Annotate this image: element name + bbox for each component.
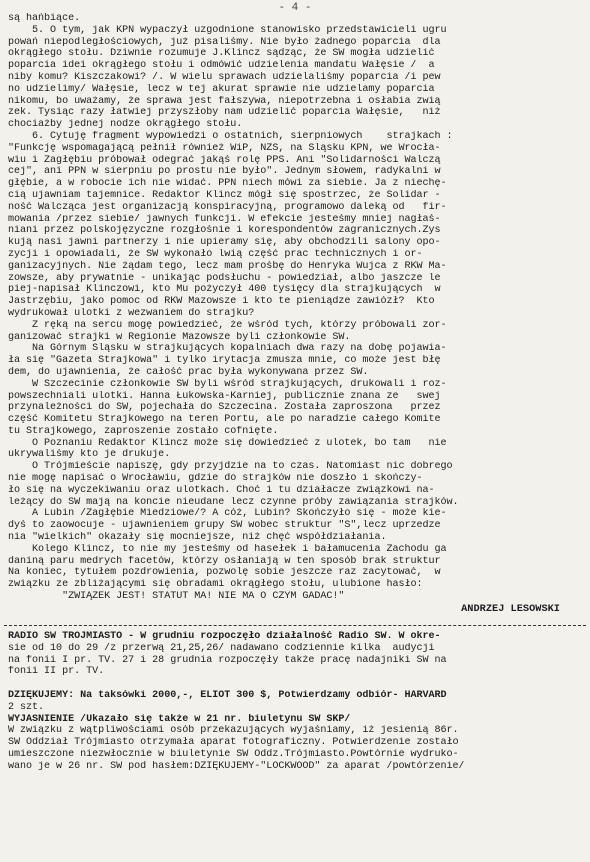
article-line: ganizować strajki w Regionie Mazowsze byli członkowie SW.: [8, 331, 351, 343]
article-line: zycji i opowiadali, że SW wykonało lwią część prac technicznych i or-: [8, 248, 423, 260]
article-line: ło się na wyczekiwaniu oraz ulotkach. Choć i tu działacze związkowi na-: [8, 484, 435, 496]
news-line: na fonii I pr. TV. 27 i 28 grudnia rozpoczęły także pracę nadajniki SW na: [8, 654, 447, 666]
article-line: głębie, a w robocie ich nie widać. PPN niech mówi za siebie. Ja z niechę-: [8, 178, 447, 190]
page-number: - 4 -: [278, 2, 312, 14]
article-line: niby komu? Kiszczakowi? /. W wielu sprawach udzielaliśmy poparcia /i pew: [8, 71, 441, 83]
article-line: piej-napisał Klinczowi, kto Mu pożyczył 400 tysięcy dla strajkujących w: [8, 284, 441, 296]
article-line: ność Walcząca jest organizacją konspiracyjną, programowo daleką od fir-: [8, 201, 447, 213]
article-line: ganizacyjnych. Nie żądam tego, lecz mam prośbę do Henryka Wujca z RKW Ma-: [8, 260, 447, 272]
article-body: [8, 13, 582, 603]
article-line: 6. Cytuję fragment wypowiedzi o ostatnich, sierpniowych strajkach :: [8, 130, 453, 142]
news-line: umieszczone niezwłocznie w biuletynie SW Oddz.Trójmiasto.Powtórnie wydruko-: [8, 748, 459, 760]
article-line: ukrywaliśmy kto je drukuje.: [8, 449, 171, 461]
article-line: 5. O tym, jak KPN wypaczył uzgodnione stanowisko przedstawicieli ugru: [8, 24, 447, 36]
article-line: zowsze, aby prywatnie - unikając podsłuchu - powiedział, albo jaszcze le: [8, 272, 441, 284]
article-line: powań niepodległościowych, już pisaliśmy. Nie było żadnego poparcia dla: [8, 36, 441, 48]
article-line: O Trójmieście napiszę, gdy przyjdzie na to czas. Natomiast nic dobrego: [8, 461, 453, 473]
article-line: związku ze zbliżającymi się obradami okrągłego stołu, ulubione hasło:: [8, 579, 423, 591]
article-line: są hańbiące.: [8, 13, 81, 24]
article-line: część Komitetu Strajkowego na teren Portu, ale po naradzie całego Komite: [8, 414, 441, 426]
article-line: wiu i Zagłębiu próbował odegrać jakąś rolę PPS. Ani "Solidarności Walczą: [8, 154, 441, 166]
section-divider: [4, 625, 586, 626]
article-line: Kolego Klincz, to nie my jesteśmy od hasełek i bałamucenia Zachodu ga: [8, 543, 447, 555]
article-line: no udzielimy/ Wałęsie, lecz w tej akurat sprawie nie udzielamy poparcia: [8, 83, 435, 95]
article-line: Na Górnym Śląsku w strajkujących kopalniach dwa razy na dobę pojawia-: [8, 343, 447, 355]
article-line: daniną paru medrych facetów, którzy osłaniają w ten sposób brak struktur: [8, 555, 441, 567]
news-line: 2 szt.: [8, 701, 45, 713]
news-line: RADIO SW TRÓJMIASTO - W grudniu rozpoczęło działalność Radio SW. W okre-: [8, 631, 441, 642]
article-line: niani przez polskojęzyczne rozgłośnie i korespondentów zagranicznych.Zys: [8, 225, 441, 237]
article-line: wydrukował ulotki z wezwaniem do strajku?: [8, 307, 255, 319]
article-line: W Szczecinie członkowie SW byli wśród strajkujących, drukowali i roz-: [8, 378, 447, 390]
article-line: nie mogę napisać o Wrocławiu, gdzie do strajków nie doszło i skończy-: [8, 473, 423, 485]
article-line: chociażby jednej nodze okrągłego stołu.: [8, 119, 243, 131]
article-line: "Funkcję wspomagającą pełnił również WiP, NZS, na Śląsku KPN, we Wrocła-: [8, 142, 441, 154]
article-line: Na koniec, tytułem pozdrowienia, pozwolę sobie jeszcze raz zacytować, w: [8, 567, 441, 579]
news-line: wano je w 26 nr. SW pod hasłem:DZIĘKUJEMY-"LOCKWOOD" za aparat /powtórzenie/: [8, 760, 465, 772]
article-line: nia "wielkich" okazały się mocniejsze, niż chęć współdziałania.: [8, 532, 387, 544]
article-line: ła się "Gazeta Strajkowa" i tylko irytacja zmusza mnie, co może jest błę: [8, 355, 441, 367]
article-line: O Poznaniu Redaktor Klincz może się dowiedzieć z ulotek, bo tam nie: [8, 437, 447, 449]
news-line: fonii II pr. TV.: [8, 666, 105, 678]
article-line: okrągłego stołu. Dziwnie rozumuje J.Klincz sądząc, że SW mogła udzielić: [8, 48, 435, 60]
article-line: mowania /przez siebie/ jawnych funkcji. W efekcie jesteśmy mniej nagłaś-: [8, 213, 441, 225]
article-line: "ZWIĄZEK JEST! STATUT MA! NIE MA O CZYM GADAĆ!": [8, 591, 345, 603]
article-line: cej", ani PPN w sierpniu po prostu nie było". Jednym słowem, radykalni w: [8, 166, 441, 178]
news-line: [8, 678, 582, 690]
article-line: dyś to zaowocuje - ujawnieniem grupy SW wobec struktur "S",lecz uprzedze: [8, 520, 441, 532]
article-line: Jastrzębiu, jako pomoc od RKW Mazowsze i kto te pieniądze zawiózł? Kto: [8, 296, 435, 308]
news-line: sie od 10 do 29 /z przerwą 21,25,26/ nadawano codziennie kilka audycji: [8, 642, 435, 654]
news-line: SW Oddział Trójmiasto otrzymała aparat fotograficzny. Potwierdzenie zostało: [8, 737, 459, 749]
news-line: DZIĘKUJEMY: Na taksówki 2000,-, ELIOT 300 $, Potwierdzamy odbiór- HARVARD: [8, 689, 447, 701]
article-line: kują nasi jawni partnerzy i nie upieramy się, aby obchodzili salony opo-: [8, 237, 441, 249]
news-section: [8, 631, 582, 773]
article-line: A Lubin /Zagłębie Miedziowe/? A cóż, Lubin? Skończyło się - może kie-: [8, 508, 447, 520]
news-line: WYJAŚNIENIE /Ukazało się także w 21 nr. biuletynu SW SKP/: [8, 713, 351, 725]
article-line: zek. Tysiąc razy łatwiej przyszłoby nam udzielić poparcia Wałęsie, niż: [8, 107, 441, 119]
article-line: dem, do ujawnienia, że całość prac była wykonywana przez SW.: [8, 366, 369, 378]
article-line: Z ręką na sercu mogę powiedzieć, że wśród tych, którzy próbowali zor-: [8, 319, 447, 331]
article-line: powszechniali ulotki. Hanna Łukowska-Karniej, publicznie znana ze swej: [8, 390, 441, 402]
article-line: poparcia idei okrągłego stołu i odmówić udzielenia mandatu Wałęsie / a: [8, 60, 435, 72]
article-line: tu Strajkowego, zaproszenie zostało cofnięte.: [8, 425, 279, 437]
author-signature: ANDRZEJ LESOWSKI: [461, 603, 560, 615]
article-line: przynależności do SW, pojechała do Szczecina. Została zaproszona przez: [8, 402, 441, 414]
article-line: nikomu, bo uważamy, że sprawa jest fałszywa, niepotrzebna i osłabia zwią: [8, 95, 441, 107]
article-line: leżący do SW mają na koncie nieudane lecz czynne próby zawiązania strajków.: [8, 496, 459, 508]
news-line: W związku z wątpliwościami osób przekazujących wyjaśniamy, iż jesienią 86r.: [8, 725, 459, 737]
article-line: cią ujawniam tajemnice. Redaktor Klincz mógł się spostrzec, że Solidar -: [8, 189, 441, 201]
